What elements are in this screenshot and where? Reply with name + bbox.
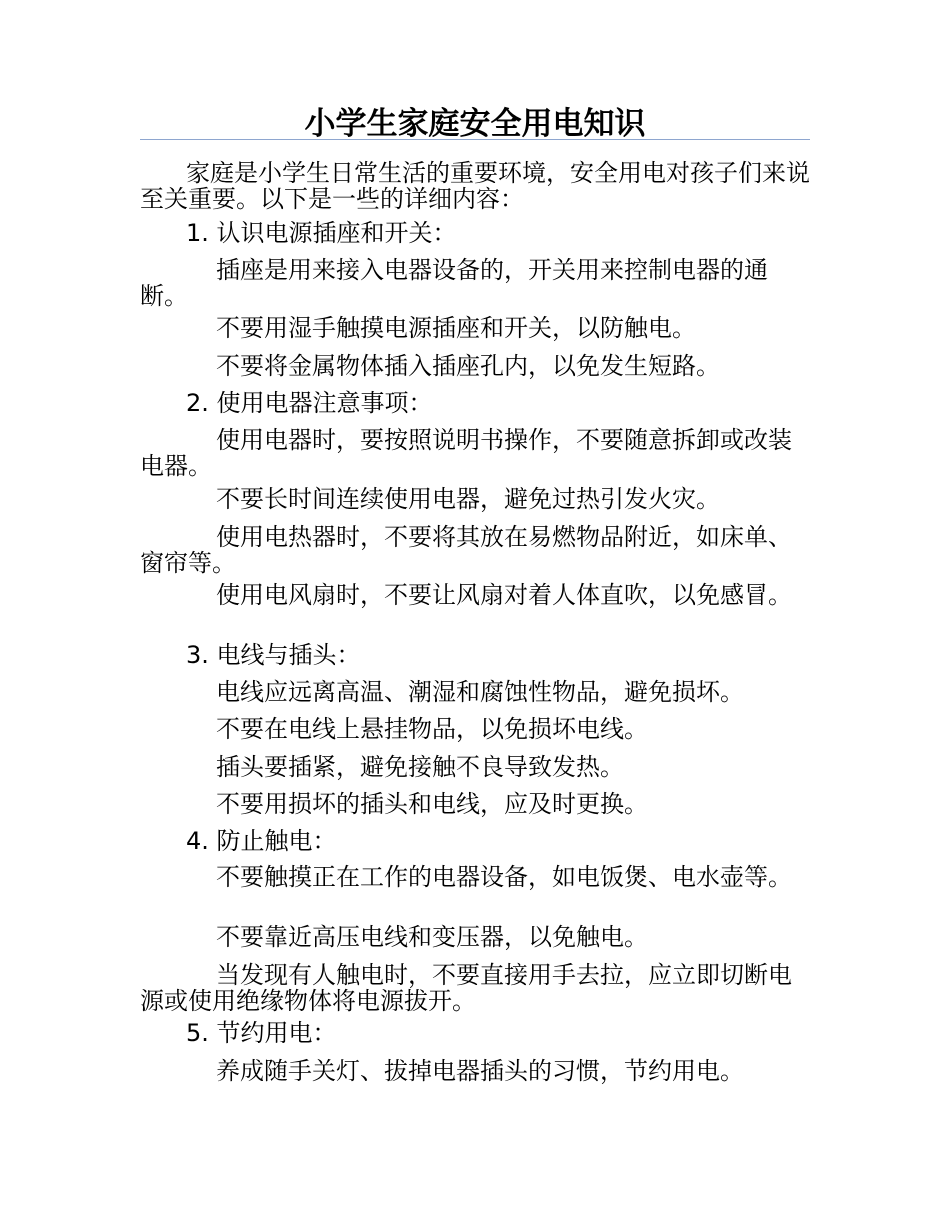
list-item: 不要靠近高压电线和变压器，以免触电。 [216, 923, 648, 951]
section-heading-3: 3. 电线与插头： [186, 641, 361, 669]
section-heading-4: 4. 防止触电： [186, 827, 337, 855]
list-item: 使用电器时，要按照说明书操作，不要随意拆卸或改装电器。 [140, 426, 792, 480]
list-item: 不要用损坏的插头和电线，应及时更换。 [216, 790, 648, 818]
list-item: 不要将金属物体插入插座孔内，以免发生短路。 [216, 352, 720, 380]
section-heading-5: 5. 节约用电： [186, 1019, 337, 1047]
list-item: 不要触摸正在工作的电器设备，如电饭煲、电水壶等。 [216, 863, 792, 891]
list-item: 电线应远离高温、潮湿和腐蚀性物品，避免损坏。 [216, 678, 744, 706]
section-heading-1: 1. 认识电源插座和开关： [186, 219, 457, 247]
list-item: 不要长时间连续使用电器，避免过热引发火灾。 [216, 485, 720, 513]
list-item: 养成随手关灯、拔掉电器插头的习惯，节约用电。 [216, 1057, 744, 1085]
section-heading-2: 2. 使用电器注意事项： [186, 389, 433, 417]
title-underline [140, 139, 810, 140]
list-item: 使用电热器时，不要将其放在易燃物品附近，如床单、窗帘等。 [140, 523, 792, 577]
list-item: 插座是用来接入电器设备的，开关用来控制电器的通断。 [140, 256, 768, 310]
intro-paragraph: 家庭是小学生日常生活的重要环境，安全用电对孩子们来说至关重要。以下是一些的详细内容： [140, 159, 810, 213]
list-item: 不要在电线上悬挂物品，以免损坏电线。 [216, 715, 648, 743]
list-item: 使用电风扇时，不要让风扇对着人体直吹，以免感冒。 [216, 581, 792, 609]
list-item: 不要用湿手触摸电源插座和开关，以防触电。 [216, 314, 696, 342]
list-item: 当发现有人触电时，不要直接用手去拉，应立即切断电源或使用绝缘物体将电源拔开。 [140, 961, 792, 1015]
list-item: 插头要插紧，避免接触不良导致发热。 [216, 753, 624, 781]
document-title: 小学生家庭安全用电知识 [304, 106, 646, 142]
